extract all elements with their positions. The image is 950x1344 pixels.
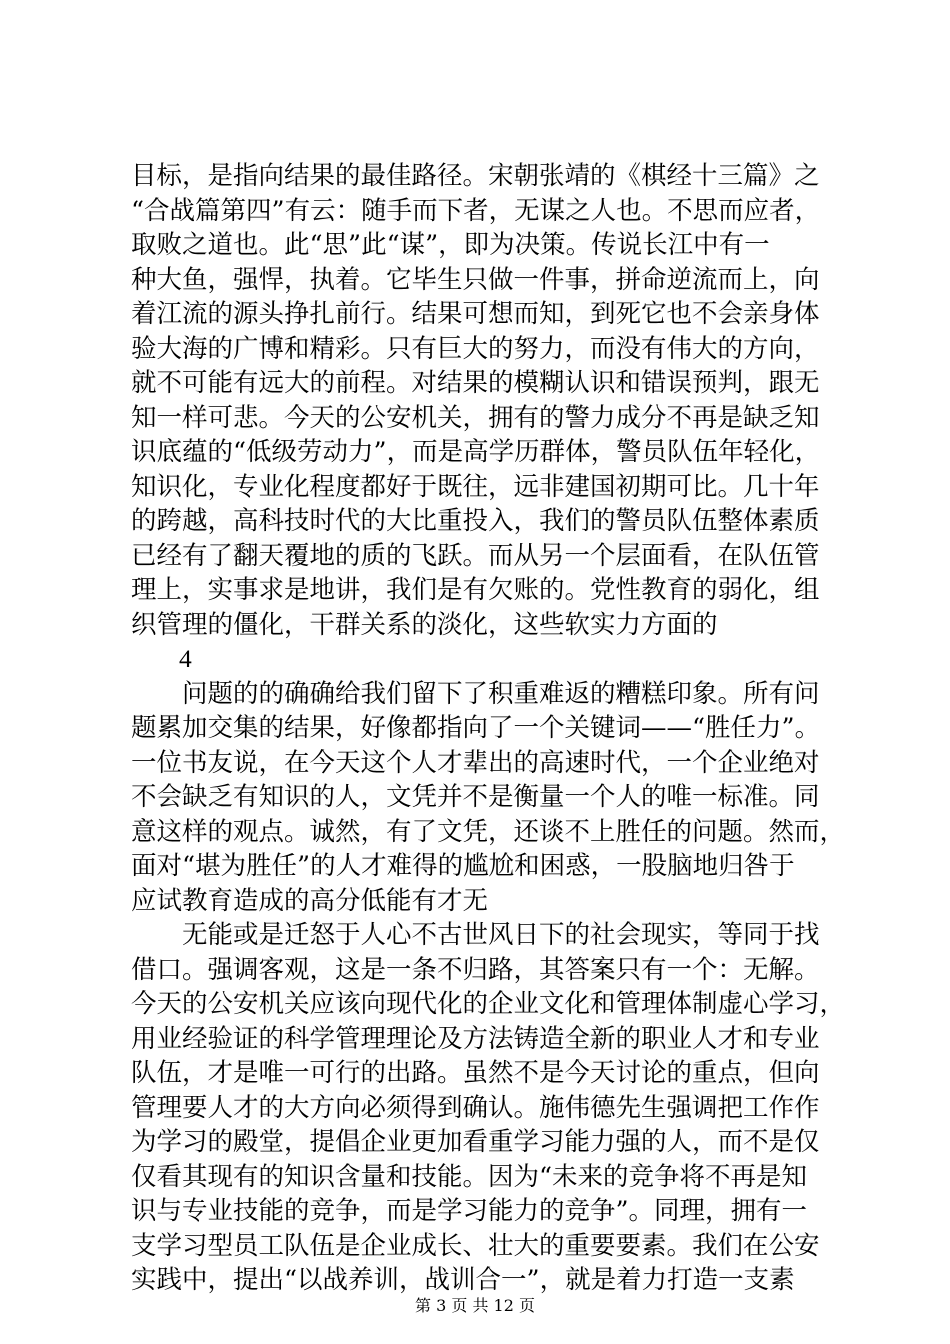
body-text [131, 159, 851, 1298]
text-line: 应试教育造成的高分低能有才无 [131, 885, 489, 916]
section-number [131, 642, 851, 677]
page-number: 第 3 页 共 12 页 [415, 1296, 535, 1315]
text-line: 就不可能有远大的前程。对结果的模糊认识和错误预判，跟无 [131, 368, 820, 398]
text-line: 不会缺乏有知识的人，文凭并不是衡量一个人的唯一标准。同 [131, 782, 820, 812]
text-line: 知一样可悲。今天的公安机关，拥有的警力成分不再是缺乏知 [131, 402, 820, 433]
text-line: 支学习型员工队伍是企业成长、壮大的重要要素。我们在公安 [131, 1230, 820, 1261]
text-line: 识与专业技能的竞争，而是学习能力的竞争”。同理，拥有一 [131, 1196, 808, 1226]
text-line: 队伍，才是唯一可行的出路。虽然不是今天讨论的重点，但向 [131, 1058, 820, 1088]
text-line: 题累加交集的结果，好像都指向了一个关键词——“胜任力”。 [131, 713, 821, 743]
text-line: 管理要人才的大方向必须得到确认。施伟德先生强调把工作作 [131, 1092, 820, 1123]
text-line: 意这样的观点。诚然，有了文凭，还谈不上胜任的问题。然而， [131, 816, 846, 847]
text-line: 取败之道也。此“思”此“谋”，即为决策。传说长江中有一 [131, 230, 770, 260]
text-line: 今天的公安机关应该向现代化的企业文化和管理体制虚心学习， [131, 989, 846, 1019]
text-line: 用业经验证的科学管理理论及方法铸造全新的职业人才和专业 [131, 1023, 820, 1054]
text-line: 一位书友说，在今天这个人才辈出的高速时代，一个企业绝对 [131, 747, 820, 778]
text-line: 仅看其现有的知识含量和技能。因为“未来的竞争将不再是知 [131, 1161, 808, 1192]
paragraph-3 [131, 918, 851, 1298]
text-line: 实践中，提出“以战养训，战训合一”，就是着力打造一支素 [131, 1265, 795, 1295]
page-footer [0, 1296, 950, 1316]
text-line: 问题的的确确给我们留下了积重难返的糟糕印象。所有问 [182, 678, 820, 709]
text-line: 种大鱼，强悍，执着。它毕生只做一件事，拼命逆流而上，向 [131, 264, 820, 295]
text-line: 知识化，专业化程度都好于既往，远非建国初期可比。几十年 [131, 471, 820, 502]
text-line: 为学习的殿堂，提倡企业更加看重学习能力强的人，而不是仅 [131, 1127, 820, 1157]
text-line: 织管理的僵化，干群关系的淡化，这些软实力方面的 [131, 609, 718, 640]
text-line: 验大海的广博和精彩。只有巨大的努力，而没有伟大的方向， [131, 333, 820, 364]
text-line: 着江流的源头挣扎前行。结果可想而知，到死它也不会亲身体 [131, 299, 820, 329]
text-line: 无能或是迁怒于人心不古世风日下的社会现实，等同于找 [182, 920, 820, 950]
text-line: 的跨越，高科技时代的大比重投入，我们的警员队伍整体素质 [131, 506, 820, 536]
text-line: 已经有了翻天覆地的质的飞跃。而从另一个层面看，在队伍管 [131, 540, 820, 571]
paragraph-2 [131, 677, 851, 919]
text-line: 目标，是指向结果的最佳路径。宋朝张靖的《棋经十三篇》之 [131, 161, 820, 191]
text-line: 借口。强调客观，这是一条不归路，其答案只有一个：无解。 [131, 954, 820, 985]
paragraph-1 [131, 159, 851, 642]
text-line: 面对“堪为胜任”的人才难得的尴尬和困惑，一股脑地归咎于 [131, 851, 795, 881]
text-line: 理上，实事求是地讲，我们是有欠账的。党性教育的弱化，组 [131, 575, 820, 605]
text-line: 识底蕴的“低级劳动力”，而是高学历群体，警员队伍年轻化， [131, 437, 821, 467]
text-line: “合战篇第四”有云：随手而下者，无谋之人也。不思而应者， [131, 195, 821, 226]
section-number-text: 4 [179, 644, 192, 673]
